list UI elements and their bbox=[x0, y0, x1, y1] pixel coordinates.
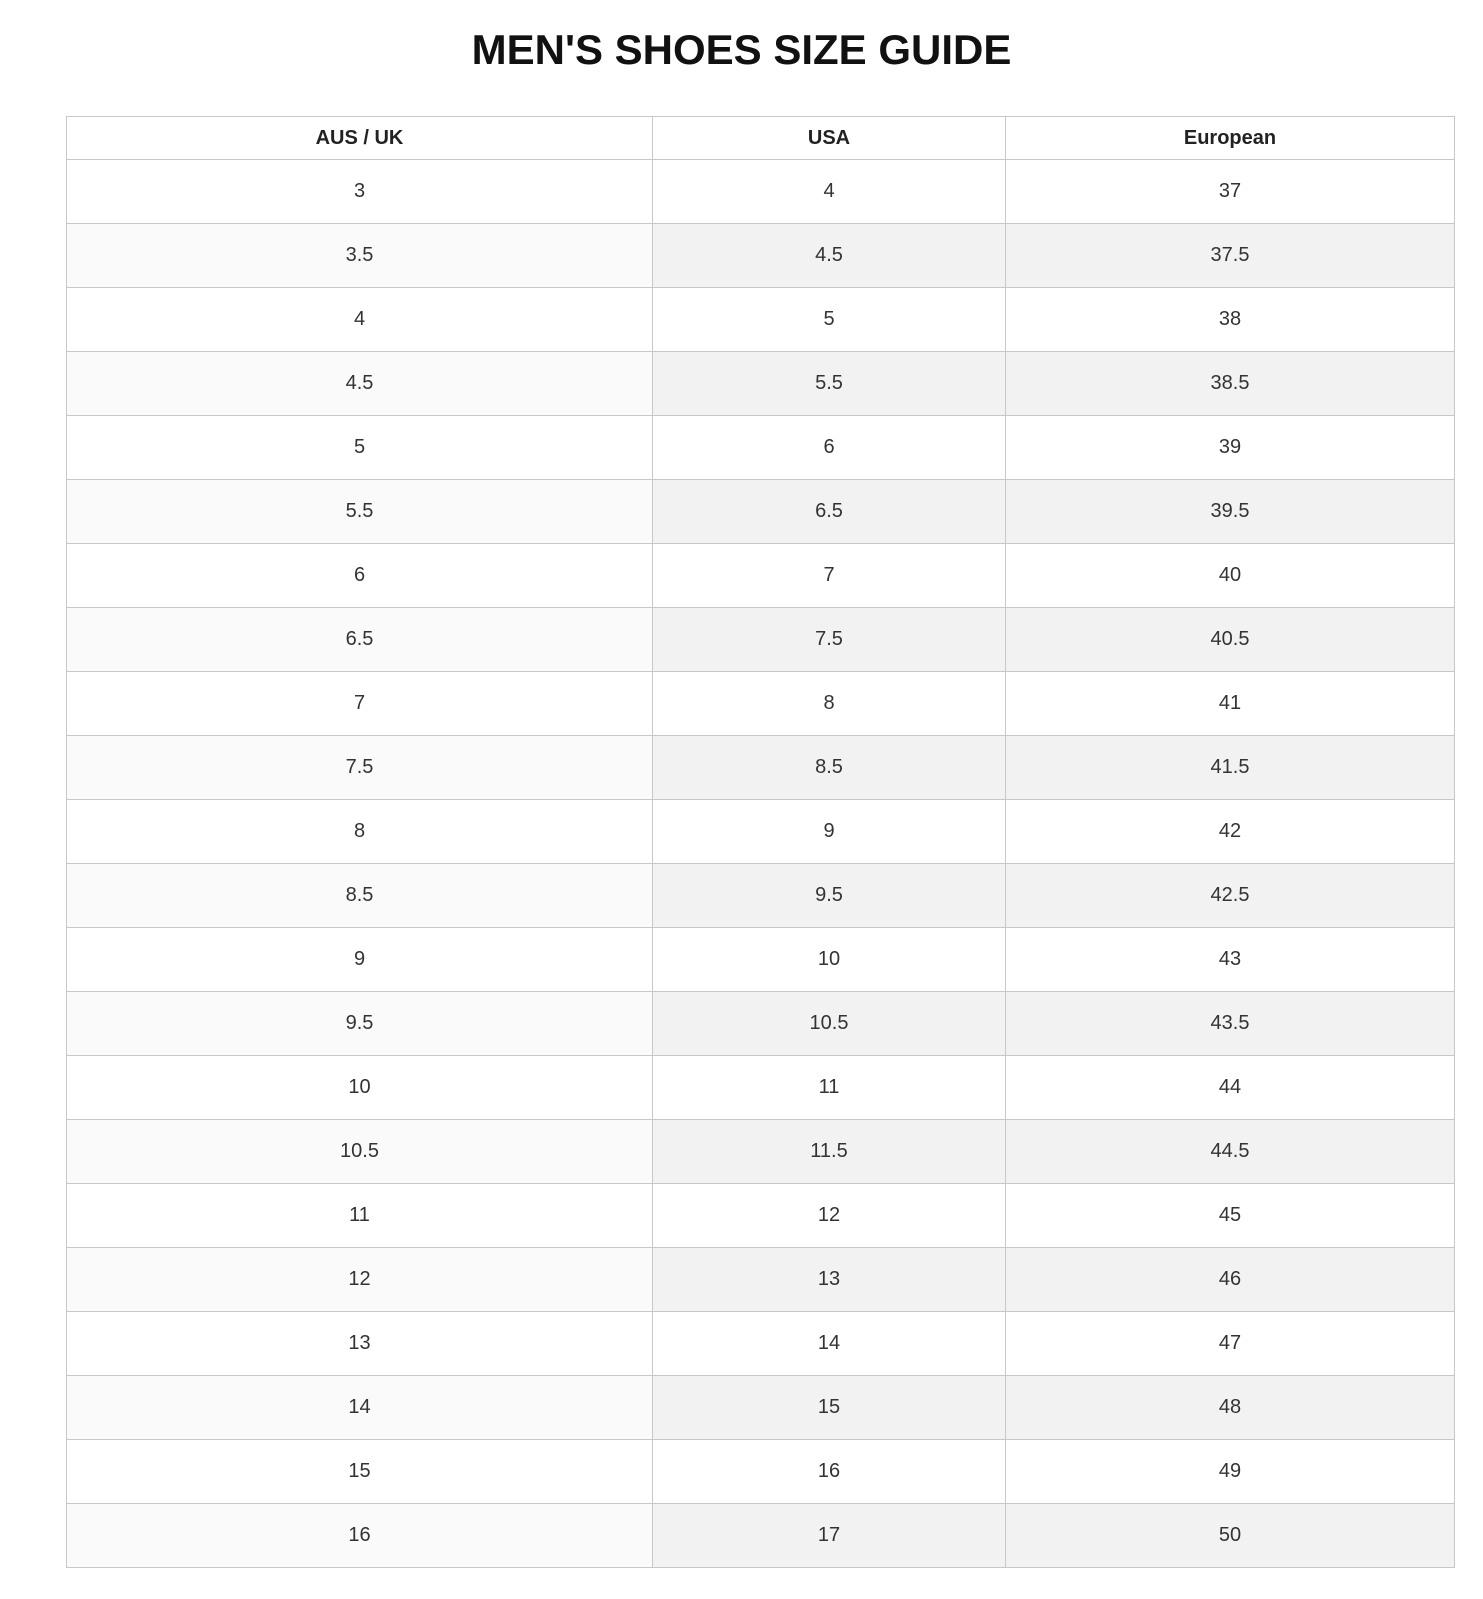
cell-european: 37 bbox=[1006, 160, 1455, 224]
cell-usa: 7.5 bbox=[653, 608, 1006, 672]
table-row bbox=[67, 1312, 1455, 1376]
cell-european: 45 bbox=[1006, 1184, 1455, 1248]
table-row bbox=[67, 1248, 1455, 1312]
cell-european: 42.5 bbox=[1006, 864, 1455, 928]
cell-usa: 13 bbox=[653, 1248, 1006, 1312]
cell-aus-uk: 3.5 bbox=[67, 224, 653, 288]
cell-usa: 4.5 bbox=[653, 224, 1006, 288]
header-european: European bbox=[1006, 117, 1455, 160]
table-row bbox=[67, 1376, 1455, 1440]
cell-usa: 9.5 bbox=[653, 864, 1006, 928]
cell-european: 46 bbox=[1006, 1248, 1455, 1312]
cell-aus-uk: 14 bbox=[67, 1376, 653, 1440]
cell-european: 48 bbox=[1006, 1376, 1455, 1440]
cell-european: 49 bbox=[1006, 1440, 1455, 1504]
table-row bbox=[67, 672, 1455, 736]
cell-aus-uk: 5.5 bbox=[67, 480, 653, 544]
cell-usa: 12 bbox=[653, 1184, 1006, 1248]
cell-aus-uk: 8.5 bbox=[67, 864, 653, 928]
table-row bbox=[67, 160, 1455, 224]
cell-aus-uk: 9.5 bbox=[67, 992, 653, 1056]
cell-aus-uk: 10.5 bbox=[67, 1120, 653, 1184]
table-row bbox=[67, 416, 1455, 480]
table-row bbox=[67, 992, 1455, 1056]
cell-european: 47 bbox=[1006, 1312, 1455, 1376]
cell-usa: 17 bbox=[653, 1504, 1006, 1568]
cell-european: 43 bbox=[1006, 928, 1455, 992]
cell-aus-uk: 3 bbox=[67, 160, 653, 224]
cell-european: 41 bbox=[1006, 672, 1455, 736]
cell-usa: 5 bbox=[653, 288, 1006, 352]
cell-usa: 10.5 bbox=[653, 992, 1006, 1056]
cell-european: 38.5 bbox=[1006, 352, 1455, 416]
cell-european: 44 bbox=[1006, 1056, 1455, 1120]
cell-aus-uk: 11 bbox=[67, 1184, 653, 1248]
table-header-row bbox=[67, 117, 1455, 160]
cell-usa: 16 bbox=[653, 1440, 1006, 1504]
cell-aus-uk: 13 bbox=[67, 1312, 653, 1376]
table-row bbox=[67, 800, 1455, 864]
cell-usa: 8 bbox=[653, 672, 1006, 736]
cell-aus-uk: 10 bbox=[67, 1056, 653, 1120]
cell-aus-uk: 8 bbox=[67, 800, 653, 864]
table-row bbox=[67, 928, 1455, 992]
cell-usa: 15 bbox=[653, 1376, 1006, 1440]
table-row bbox=[67, 1056, 1455, 1120]
table-row bbox=[67, 1504, 1455, 1568]
cell-aus-uk: 4.5 bbox=[67, 352, 653, 416]
cell-european: 44.5 bbox=[1006, 1120, 1455, 1184]
cell-aus-uk: 15 bbox=[67, 1440, 653, 1504]
cell-usa: 9 bbox=[653, 800, 1006, 864]
cell-aus-uk: 4 bbox=[67, 288, 653, 352]
table-row bbox=[67, 1184, 1455, 1248]
header-aus-uk: AUS / UK bbox=[67, 117, 653, 160]
cell-aus-uk: 16 bbox=[67, 1504, 653, 1568]
table-row bbox=[67, 480, 1455, 544]
table-row bbox=[67, 864, 1455, 928]
cell-european: 50 bbox=[1006, 1504, 1455, 1568]
table-body bbox=[67, 160, 1455, 1568]
cell-aus-uk: 7 bbox=[67, 672, 653, 736]
cell-european: 38 bbox=[1006, 288, 1455, 352]
cell-aus-uk: 12 bbox=[67, 1248, 653, 1312]
cell-european: 39 bbox=[1006, 416, 1455, 480]
cell-usa: 5.5 bbox=[653, 352, 1006, 416]
table-row bbox=[67, 1440, 1455, 1504]
cell-aus-uk: 7.5 bbox=[67, 736, 653, 800]
cell-usa: 11 bbox=[653, 1056, 1006, 1120]
cell-usa: 14 bbox=[653, 1312, 1006, 1376]
cell-european: 42 bbox=[1006, 800, 1455, 864]
cell-usa: 7 bbox=[653, 544, 1006, 608]
table-row bbox=[67, 352, 1455, 416]
cell-usa: 11.5 bbox=[653, 1120, 1006, 1184]
cell-european: 40 bbox=[1006, 544, 1455, 608]
cell-european: 41.5 bbox=[1006, 736, 1455, 800]
cell-aus-uk: 5 bbox=[67, 416, 653, 480]
cell-aus-uk: 9 bbox=[67, 928, 653, 992]
table-row bbox=[67, 736, 1455, 800]
size-guide-table bbox=[66, 116, 1455, 1568]
table-row bbox=[67, 288, 1455, 352]
cell-aus-uk: 6.5 bbox=[67, 608, 653, 672]
cell-usa: 8.5 bbox=[653, 736, 1006, 800]
cell-european: 40.5 bbox=[1006, 608, 1455, 672]
cell-usa: 10 bbox=[653, 928, 1006, 992]
header-usa: USA bbox=[653, 117, 1006, 160]
table-row bbox=[67, 224, 1455, 288]
table-row bbox=[67, 608, 1455, 672]
cell-usa: 6 bbox=[653, 416, 1006, 480]
table-row bbox=[67, 1120, 1455, 1184]
page-title: MEN'S SHOES SIZE GUIDE bbox=[471, 26, 1012, 73]
table-row bbox=[67, 544, 1455, 608]
cell-european: 43.5 bbox=[1006, 992, 1455, 1056]
cell-european: 37.5 bbox=[1006, 224, 1455, 288]
cell-usa: 4 bbox=[653, 160, 1006, 224]
cell-european: 39.5 bbox=[1006, 480, 1455, 544]
cell-usa: 6.5 bbox=[653, 480, 1006, 544]
cell-aus-uk: 6 bbox=[67, 544, 653, 608]
